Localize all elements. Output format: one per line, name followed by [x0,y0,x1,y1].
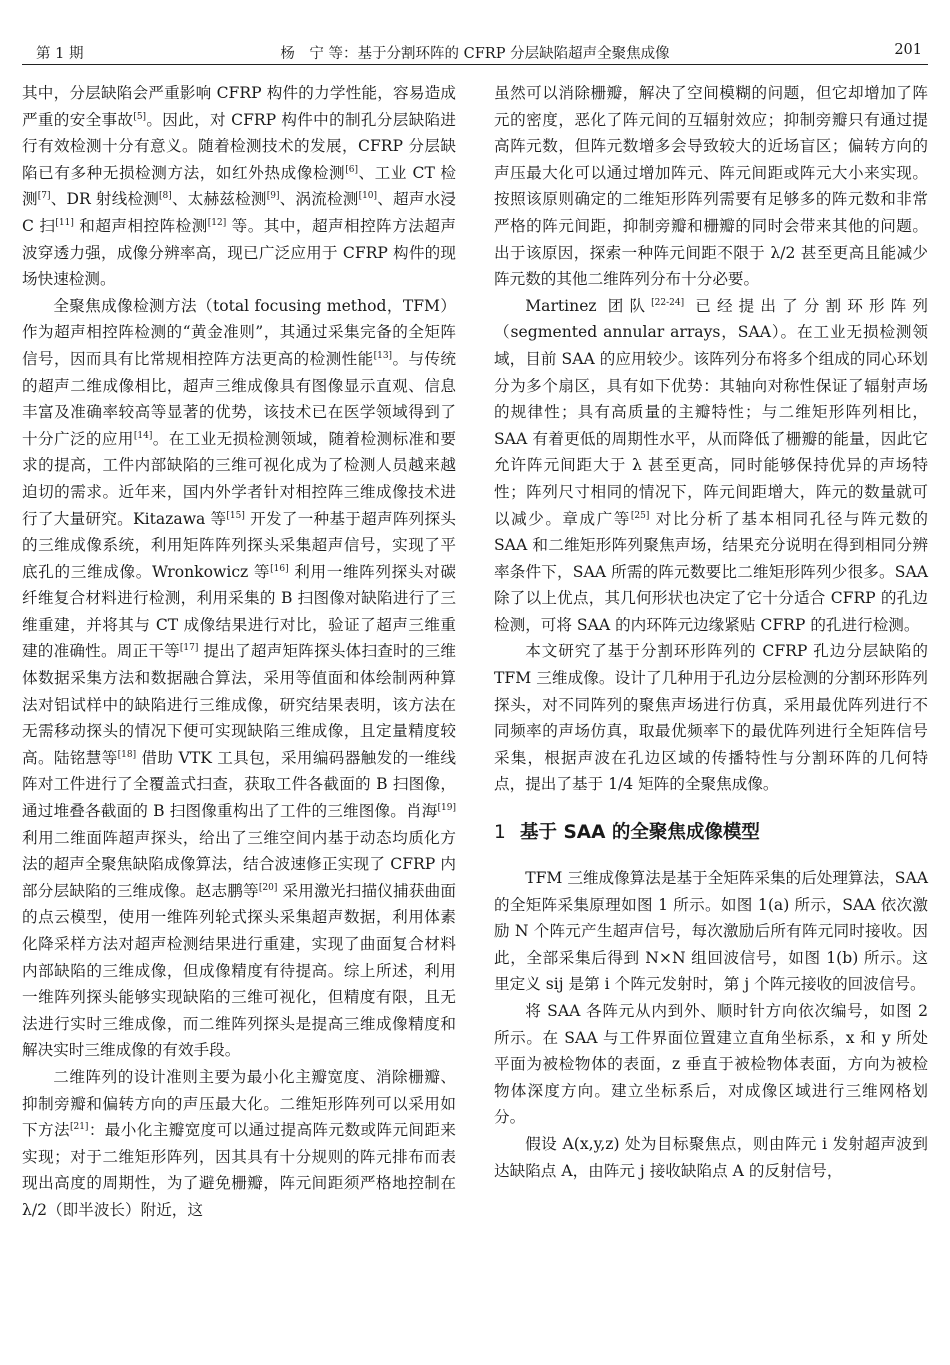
paragraph: 二维阵列的设计准则主要为最小化主瓣宽度、消除栅瓣、抑制旁瓣和偏转方向的声压最大化。二维矩形阵列可以采用如下方法[21]：最小化主瓣宽度可以通过提高阵元数或阵元间距来实现；对于二维矩形阵列，因其具有十分规则的阵元排布而表现出高度的周期性，为了避免栅瓣，阵元间距须严格地控制在 λ/2（即半波长）附近，这 [22,1067,456,1219]
paragraph: Martinez 团队[22-24] 已经提出了分割环形阵列（segmented annular arrays，SAA）。在工业无损检测领域，目前 SAA 的应用较少。该阵列分布将多个组成的同心环划分为多个扇区，具有如下优势：其轴向对称性保证了辐射声场的规律性；具有高质量的主瓣特性；与二维矩形阵列相比，SAA 有着更低的周期性水平，从而降低了栅瓣的能量，因此它允许阵元间距大于 λ 甚至更高，同时能够保持优异的声场特性；阵列尺寸相同的情况下，阵元间距增大，阵元的数量就可以减少。章成广等[25] 对比分析了基本相同孔径与阵元数的 SAA 和二维矩形阵列聚焦声场，结果充分说明在得到相同分辨率条件下，SAA 所需的阵元数要比二维矩形阵列少很多。SAA 除了以上优点，其几何形状也决定了它十分适合 CFRP 的孔边检测，可将 SAA 的内环阵元边缘紧贴 CFRP 的孔进行检测。 [494,296,928,634]
issue-number: 第 1 期 [36,46,84,62]
section-title: 基于 SAA 的全聚焦成像模型 [520,822,760,844]
paragraph: 其中，分层缺陷会严重影响 CFRP 构件的力学性能，容易造成严重的安全事故[5]。因此，对 CFRP 构件中的制孔分层缺陷进行有效检测十分有意义。随着检测技术的发展，CFRP 分层缺陷已有多种无损检测方法，如红外热成像检测[6]、工业 CT 检测[7]、DR 射线检测[8]、太赫兹检测[9]、涡流检测[10]、超声水浸 C 扫[11] 和超声相控阵检测[12] 等。其中，超声相控阵方法超声波穿透力强，成像分辨率高，现已广泛应用于 CFRP 构件的现场快速检测。 [22,84,456,289]
section-number: 1 [494,822,506,844]
paragraph: 虽然可以消除栅瓣，解决了空间模糊的问题，但它却增加了阵元的密度，恶化了阵元间的互辐射效应；抑制旁瓣只有通过提高阵元数，但阵元数增多会导致较大的近场盲区；偏转方向的声压最大化可以通过增加阵元、阵元间距或阵元大小来实现。按照该原则确定的二维矩形阵列需要有足够多的阵元数和非常严格的阵元间距，抑制旁瓣和栅瓣的同时会带来其他的问题。出于该原因，探索一种阵元间距不限于 λ/2 甚至更高且能减少阵元数的其他二维阵列分布十分必要。 [494,84,928,289]
section-heading [494,819,928,847]
running-header [22,30,928,65]
left-column [22,80,456,1224]
page-number: 201 [894,42,922,58]
paragraph: 本文研究了基于分割环形阵列的 CFRP 孔边分层缺陷的 TFM 三维成像。设计了几种用于孔边分层检测的分割环形阵列探头，对不同阵列的聚焦声场进行仿真，采用最优阵列进行不同频率的声场仿真，取最优频率下的最优阵列进行全矩阵信号采集，根据声波在孔边区域的传播特性与分割环阵的几何特点，提出了基于 1/4 矩阵的全聚焦成像。 [494,642,928,794]
paragraph: TFM 三维成像算法是基于全矩阵采集的后处理算法，SAA 的全矩阵采集原理如图 1 所示。如图 1(a) 所示，SAA 依次激励 N 个阵元产生超声信号，每次激励后所有阵元同时接收。因此，全部采集后得到 N×N 组回波信号，如图 1(b) 所示。这里定义 sij 是第 i 个阵元发射时，第 j 个阵元接收的回波信号。 [494,869,929,994]
paragraph: 将 SAA 各阵元从内到外、顺时针方向依次编号，如图 2 所示。在 SAA 与工件界面位置建立直角坐标系，x 和 y 所处平面为被检物体的表面，z 垂直于被检物体表面，方向为被检物体深度方向。建立坐标系后，对成像区域进行三维网格划分。 [494,1002,928,1127]
running-title: 杨 宁 等：基于分割环阵的 CFRP 分层缺陷超声全聚焦成像 [280,46,670,62]
right-column [494,80,928,1184]
paragraph: 假设 A(x,y,z) 处为目标聚焦点，则由阵元 i 发射超声波到达缺陷点 A，由阵元 j 接收缺陷点 A 的反射信号， [494,1134,928,1180]
paragraph: 全聚焦成像检测方法（total focusing method，TFM）作为超声相控阵检测的“黄金准则”，其通过采集完备的全矩阵信号，因而具有比常规相控阵方法更高的检测性能[13]。与传统的超声二维成像相比，超声三维成像具有图像显示直观、信息丰富及准确率较高等显著的优势，该技术已在医学领域得到了十分广泛的应用[14]。在工业无损检测领域，随着检测标准和要求的提高，工件内部缺陷的三维可视化成为了检测人员越来越迫切的需求。近年来，国内外学者针对相控阵三维成像技术进行了大量研究。Kitazawa 等[15] 开发了一种基于超声阵列探头的三维成像系统，利用矩阵阵列探头采集超声信号，实现了平底孔的三维成像。Wronkowicz 等[16] 利用一维阵列探头对碳纤维复合材料进行检测，利用采集的 B 扫图像对缺陷进行了三维重建，并将其与 CT 成像结果进行对比，验证了超声三维重建的准确性。周正干等[17] 提出了超声矩阵探头体扫查时的三维体数据采集方法和数据融合算法，采用等值面和体绘制两种算法对铝试样中的缺陷进行三维成像，研究结果表明，该方法在无需移动探头的情况下便可实现缺陷三维成像，且定量精度较高。陆铭慧等[18] 借助 VTK 工具包，采用编码器触发的一维线阵对工件进行了全覆盖式扫查，获取工件各截面的 B 扫图像，通过堆叠各截面的 B 扫图像重构出了工件的三维图像。肖海[19] 利用二维面阵超声探头，给出了三维空间内基于动态均质化方法的超声全聚焦缺陷成像算法，结合波速修正实现了 CFRP 内部分层缺陷的三维成像。赵志鹏等[20] 采用激光扫描仪捕获曲面的点云模型，使用一维阵列轮式探头采集超声数据，利用体素化降采样方法对超声检测结果进行重建，实现了曲面复合材料内部缺陷的三维成像，但成像精度有待提高。综上所述，利用一维阵列探头能够实现缺陷的三维可视化，但精度有限，且无法进行实时三维成像，而二维阵列探头是提高三维成像精度和解决实时三维成像的有效手段。 [22,296,456,1060]
